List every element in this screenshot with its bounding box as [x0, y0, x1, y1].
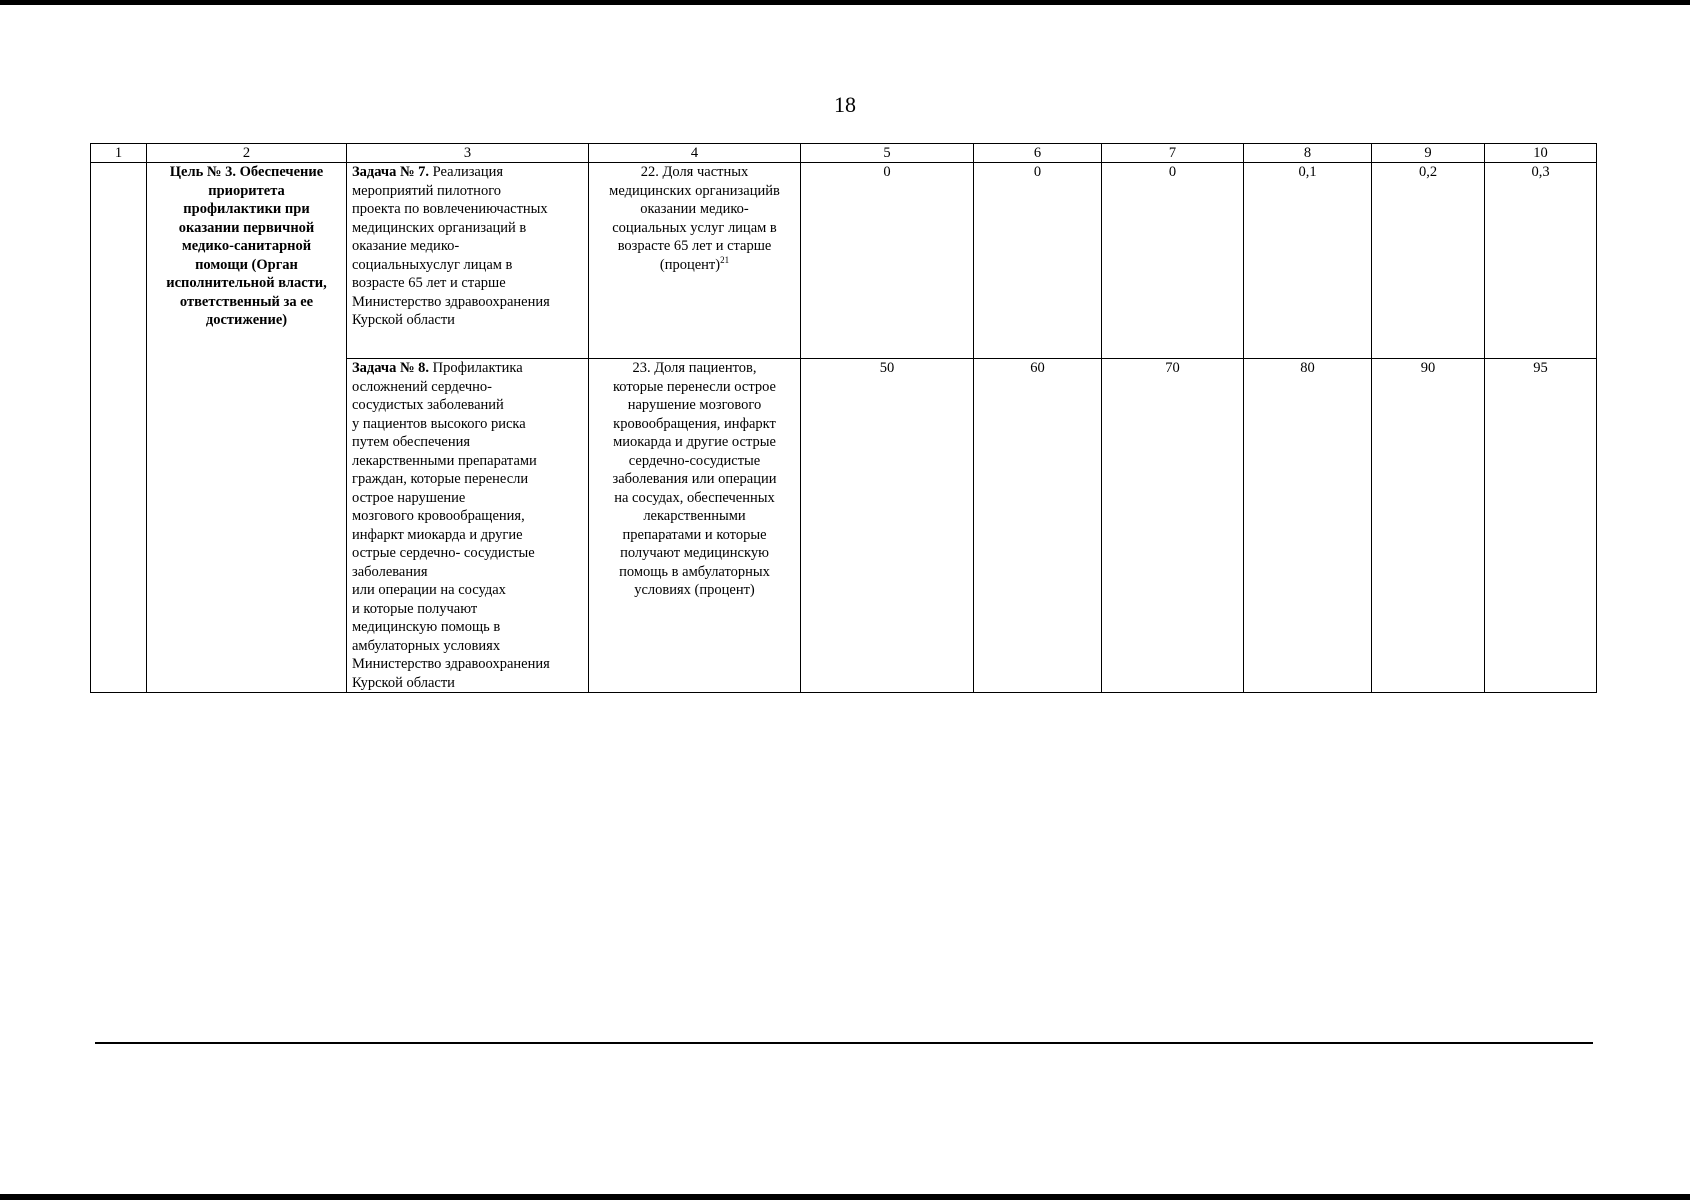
column-number-row	[91, 144, 1597, 163]
value-col-6: 0	[974, 163, 1102, 359]
value-col-7: 70	[1102, 359, 1244, 693]
value-col-7: 0	[1102, 163, 1244, 359]
col-header-10: 10	[1485, 144, 1597, 163]
value-col-5: 50	[801, 359, 974, 693]
goal-text: Цель № 3. Обеспечение приоритета профилактики при оказании первичной медико-санитарной помощи (Орган исполнительной власти, ответственный за ее достижение)	[166, 164, 327, 328]
col-header-8: 8	[1244, 144, 1372, 163]
col-header-6: 6	[974, 144, 1102, 163]
col-header-1: 1	[91, 144, 147, 163]
col-header-5: 5	[801, 144, 974, 163]
task-cell	[347, 359, 589, 693]
value-col-8: 80	[1244, 359, 1372, 693]
page-bottom-border	[0, 1194, 1690, 1200]
task-title: Задача № 7.	[352, 164, 430, 180]
indicator-text: 23. Доля пациентов, которые перенесли острое нарушение мозгового кровообращения, инфаркт миокарда и другие острые сердечно-сосудистые заболевания или операции на сосудах, обеспеченных лекарственными препаратами и которые получают медицинскую помощь в амбулаторных условиях (процент)	[612, 360, 777, 598]
row-number-cell	[91, 163, 147, 693]
value-col-8: 0,1	[1244, 163, 1372, 359]
indicator-cell	[589, 359, 801, 693]
col-header-9: 9	[1372, 144, 1485, 163]
indicators-table	[90, 143, 1597, 693]
footnote-separator-line	[95, 1042, 1593, 1044]
indicator-text: 22. Доля частных медицинских организацийв оказании медико- социальных услуг лицам в возрасте 65 лет и старше (процент)	[609, 164, 780, 273]
value-col-9: 90	[1372, 359, 1485, 693]
col-header-4: 4	[589, 144, 801, 163]
table-row	[91, 163, 1597, 359]
footnote-marker: 21	[720, 254, 730, 265]
value-col-5: 0	[801, 163, 974, 359]
indicator-cell	[589, 163, 801, 359]
task-description: Реализация мероприятий пилотного проекта по вовлечениючастных медицинских организаций в оказание медико- социальныхуслуг лицам в возрасте 65 лет и старше Министерство здравоохранения Курской области	[352, 164, 550, 328]
col-header-2: 2	[147, 144, 347, 163]
task-description: Профилактика осложнений сердечно- сосудистых заболеваний у пациентов высокого риска путем обеспечения лекарственными препаратами граждан, которые перенесли острое нарушение мозгового кровообращения, инфаркт миокарда и другие острые сердечно- сосудистые заболевания или операции на сосудах и которые получают медицинскую помощь в амбулаторных условиях Министерство здравоохранения Курской области	[352, 360, 550, 691]
page-top-border	[0, 0, 1690, 5]
value-col-9: 0,2	[1372, 163, 1485, 359]
value-col-6: 60	[974, 359, 1102, 693]
col-header-7: 7	[1102, 144, 1244, 163]
value-col-10: 0,3	[1485, 163, 1597, 359]
task-cell	[347, 163, 589, 359]
goal-cell	[147, 163, 347, 693]
value-col-10: 95	[1485, 359, 1597, 693]
col-header-3: 3	[347, 144, 589, 163]
task-title: Задача № 8.	[352, 360, 430, 376]
page-number: 18	[834, 92, 856, 117]
